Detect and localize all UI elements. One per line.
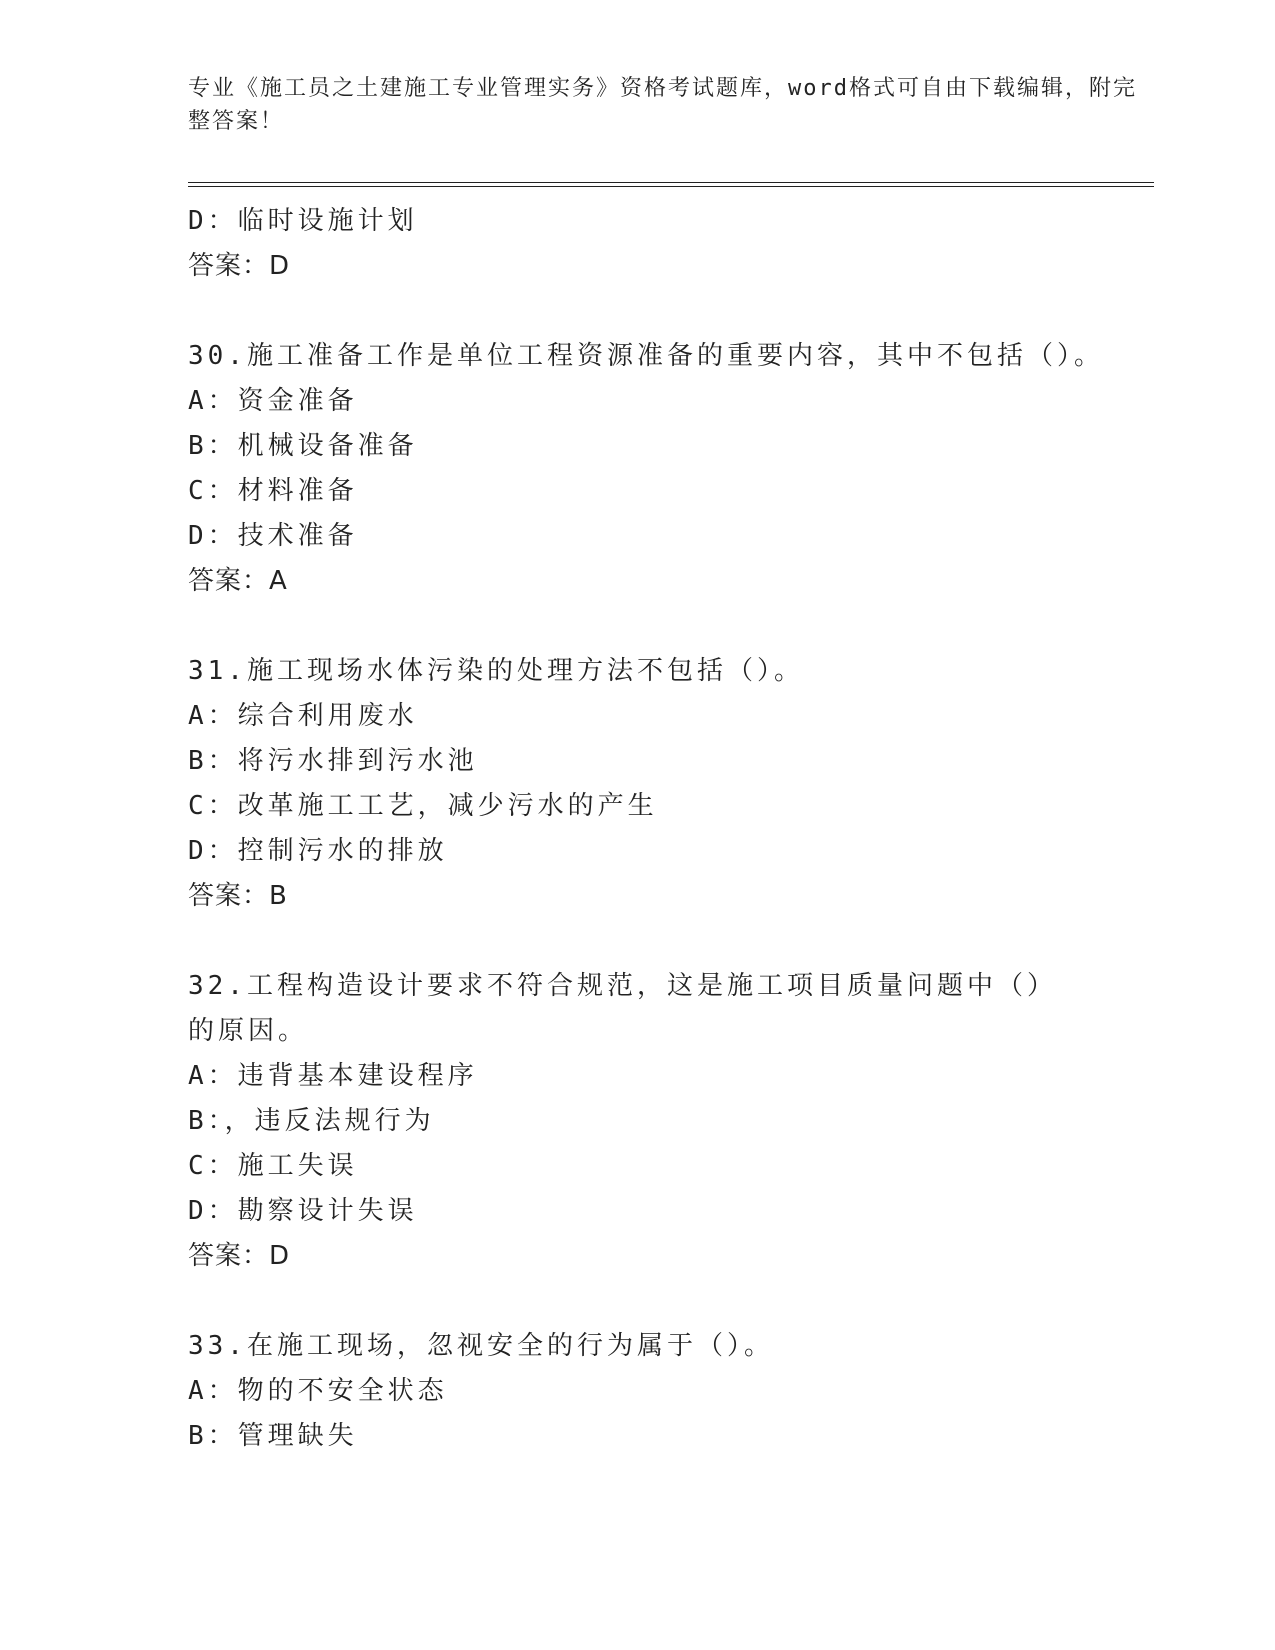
option-d: D：技术准备: [188, 521, 358, 551]
question-stem: 32.工程构造设计要求不符合规范，这是施工项目质量问题中（）的原因。: [188, 971, 1044, 1046]
option-c: C：材料准备: [188, 476, 358, 506]
spacer: [188, 289, 1158, 334]
document-header: 专业《施工员之土建施工专业管理实务》资格考试题库，word格式可自由下载编辑，附完整答案！: [188, 76, 1137, 134]
question-stem: 31.施工现场水体污染的处理方法不包括（）。: [188, 656, 804, 686]
question-32: [188, 964, 1158, 1279]
option-c: C：改革施工工艺，减少污水的产生: [188, 791, 658, 821]
header-double-rule: [188, 182, 1154, 187]
question-answer: 答案：D: [188, 1241, 291, 1271]
option-b: B：机械设备准备: [188, 431, 418, 461]
question-stem: 30.施工准备工作是单位工程资源准备的重要内容，其中不包括（）。: [188, 341, 1104, 371]
question-stem: 33.在施工现场，忽视安全的行为属于（）。: [188, 1331, 774, 1361]
spacer: [188, 1279, 1158, 1324]
question-33: [188, 1324, 1158, 1459]
document-page: [188, 72, 1158, 1459]
option-b: B：管理缺失: [188, 1421, 358, 1451]
question-31: [188, 649, 1158, 919]
spacer: [188, 604, 1158, 649]
prev-question-answer: 答案：D: [188, 251, 291, 281]
option-a: A：综合利用废水: [188, 701, 418, 731]
option-b: B：，违反法规行为: [188, 1106, 435, 1136]
spacer: [188, 919, 1158, 964]
option-b: B：将污水排到污水池: [188, 746, 478, 776]
option-a: A：违背基本建设程序: [188, 1061, 478, 1091]
option-d: D：控制污水的排放: [188, 836, 448, 866]
option-a: A：物的不安全状态: [188, 1376, 448, 1406]
question-30: [188, 334, 1158, 604]
question-answer: 答案：B: [188, 881, 288, 911]
option-c: C：施工失误: [188, 1151, 358, 1181]
question-answer: 答案：A: [188, 566, 288, 596]
option-d: D：勘察设计失误: [188, 1196, 418, 1226]
prev-question-option-d: D：临时设施计划: [188, 206, 418, 236]
option-a: A：资金准备: [188, 386, 358, 416]
